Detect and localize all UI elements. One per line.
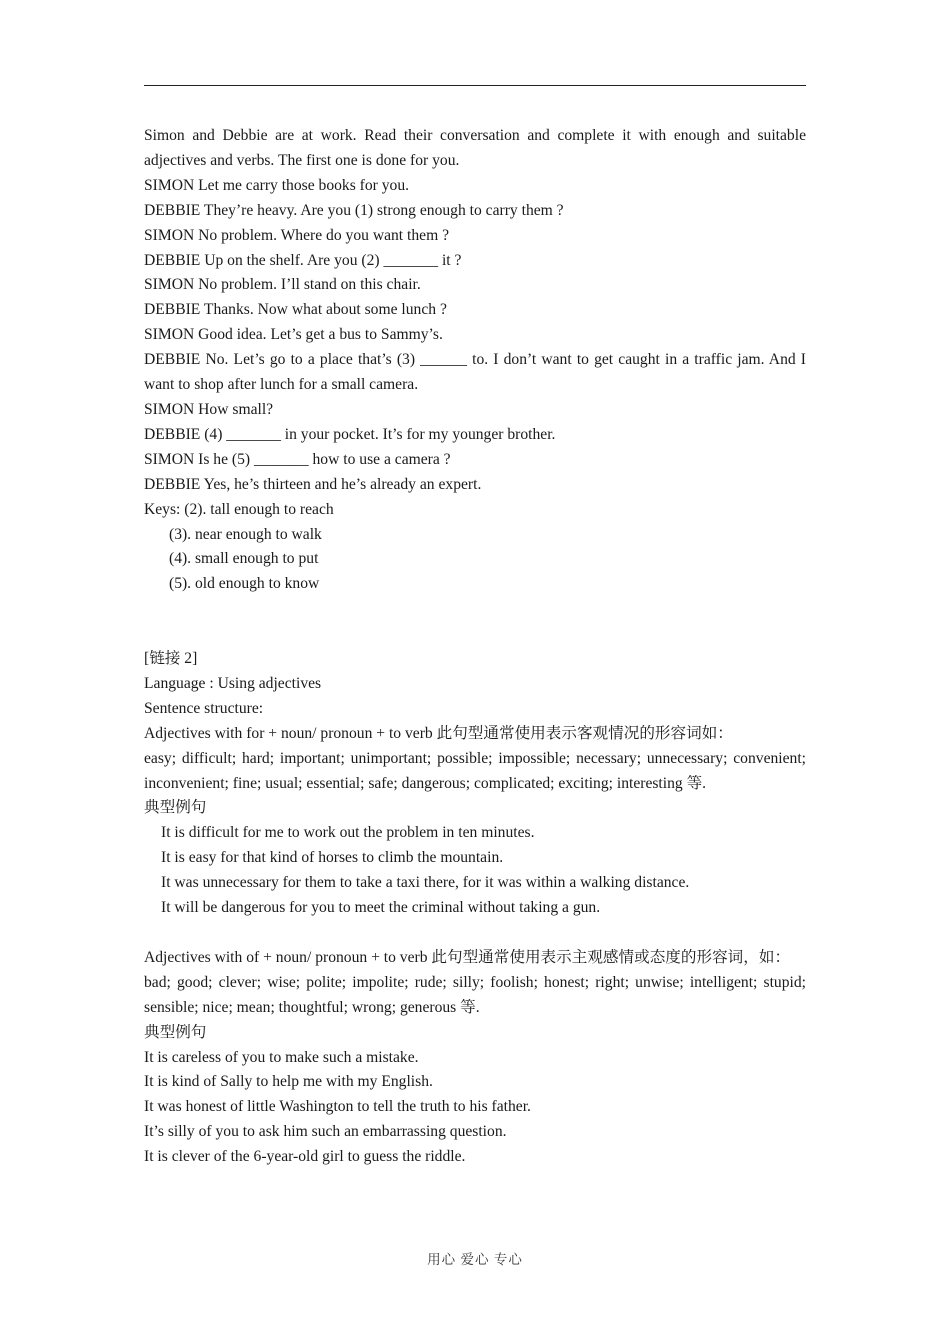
dialogue-line: DEBBIE Yes, he’s thirteen and he’s already an expert.	[144, 475, 482, 493]
dialogue-line: DEBBIE No. Let’s go to a place that’s (3) ______ to. I don’t want to get caught in a traffic jam. And I want to shop after lunch for a small camera.	[144, 351, 806, 394]
example-sentence: It is easy for that kind of horses to climb the mountain.	[161, 849, 504, 867]
dialogue-line: SIMON No problem. I’ll stand on this chair.	[144, 276, 421, 294]
spacer	[144, 597, 806, 647]
keys-line: (5). old enough to know	[169, 575, 320, 593]
spacer	[144, 921, 806, 946]
example-sentence: It will be dangerous for you to meet the criminal without taking a gun.	[161, 899, 601, 917]
dialogue-line: SIMON How small?	[144, 400, 274, 418]
header-rule	[144, 85, 806, 86]
section2-title: Adjectives with of + noun/ pronoun + to verb 此句型通常使用表示主观感情或态度的形容词，如：	[144, 948, 791, 966]
section2-examples-label: 典型例句	[144, 1023, 207, 1041]
keys-line: Keys: (2). tall enough to reach	[144, 500, 334, 518]
dialogue-intro: Simon and Debbie are at work. Read their conversation and complete it with enough and suitable adjectives and verbs. The first one is done for you.	[144, 127, 806, 169]
section1-examples-label: 典型例句	[144, 799, 207, 817]
example-sentence: It is difficult for me to work out the problem in ten minutes.	[161, 824, 535, 842]
keys-line: (4). small enough to put	[169, 550, 319, 568]
section2-adjectives: bad; good; clever; wise; polite; impolite; rude; silly; foolish; honest; right; unwise; intelligent; stupid; sensible; nice; mean; thoughtful; wrong; generous 等.	[144, 973, 806, 1016]
example-sentence: It was honest of little Washington to tell the truth to his father.	[144, 1098, 531, 1116]
example-sentence: It was unnecessary for them to take a taxi there, for it was within a walking distance.	[161, 874, 690, 892]
example-sentence: It’s silly of you to ask him such an embarrassing question.	[144, 1123, 507, 1141]
section1-title: Adjectives with for + noun/ pronoun + to verb 此句型通常使用表示客观情况的形容词如：	[144, 724, 733, 742]
dialogue-line: SIMON Is he (5) _______ how to use a camera ?	[144, 450, 451, 468]
keys-line: (3). near enough to walk	[169, 525, 322, 543]
dialogue-line: SIMON No problem. Where do you want them ?	[144, 226, 450, 244]
dialogue-line: DEBBIE They’re heavy. Are you (1) strong enough to carry them ?	[144, 201, 564, 219]
dialogue-line: SIMON Good idea. Let’s get a bus to Sammy’s.	[144, 326, 443, 344]
example-sentence: It is clever of the 6-year-old girl to guess the riddle.	[144, 1148, 466, 1166]
section1-adjectives: easy; difficult; hard; important; unimportant; possible; impossible; necessary; unnecessary; convenient; inconvenient; fine; usual; essential; safe; dangerous; complicated; exciting; interesting 等.	[144, 749, 806, 792]
dialogue-line: DEBBIE (4) _______ in your pocket. It’s for my younger brother.	[144, 425, 556, 443]
link-heading: [链接 2]	[144, 650, 198, 668]
example-sentence: It is kind of Sally to help me with my English.	[144, 1073, 433, 1091]
dialogue-line: DEBBIE Thanks. Now what about some lunch ?	[144, 301, 447, 319]
page-content	[144, 124, 806, 1170]
page-footer: 用心 爱心 专心	[427, 1252, 523, 1267]
dialogue-line: SIMON Let me carry those books for you.	[144, 176, 410, 194]
dialogue-line: DEBBIE Up on the shelf. Are you (2) _______ it ?	[144, 251, 462, 269]
example-sentence: It is careless of you to make such a mistake.	[144, 1048, 419, 1066]
language-line: Language : Using adjectives	[144, 674, 322, 692]
structure-line: Sentence structure:	[144, 699, 264, 717]
